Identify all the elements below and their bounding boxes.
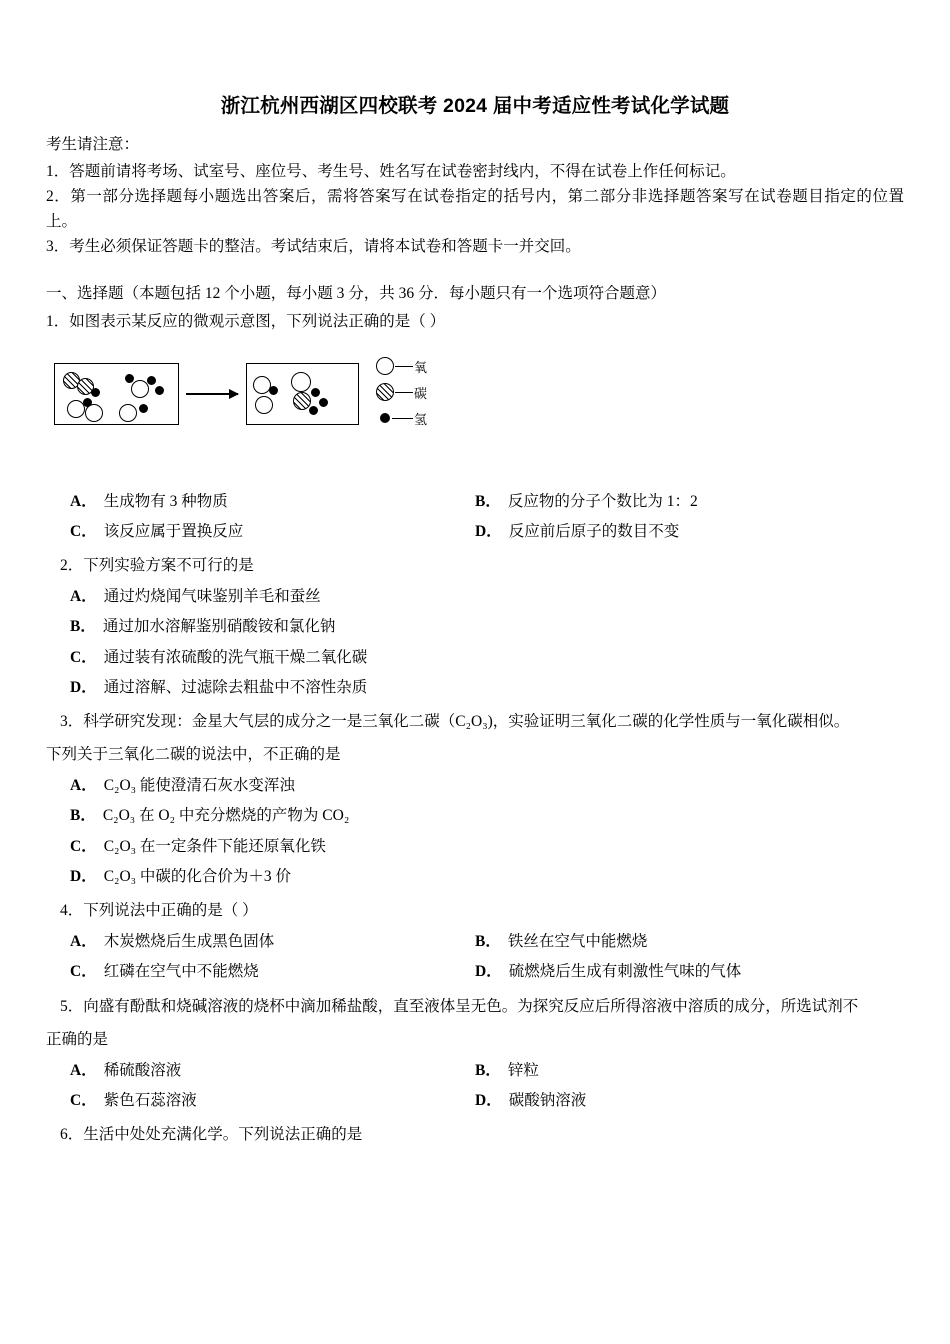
option-b-text: 反应物的分子个数比为 1：2 xyxy=(507,492,698,510)
option-b[interactable] xyxy=(475,487,904,517)
option-c-text: 紫色石蕊溶液 xyxy=(103,1092,197,1110)
option-a[interactable] xyxy=(46,582,904,612)
option-b-label: B． xyxy=(475,1061,501,1079)
figure-atom-hydrogen xyxy=(319,398,328,407)
figure-atom-oxygen xyxy=(119,404,137,422)
legend-label-oxygen: 氧 xyxy=(414,359,428,375)
option-a-label: A． xyxy=(70,492,97,510)
figure-atom-oxygen xyxy=(67,400,85,418)
option-b-label: B． xyxy=(475,933,501,951)
option-c[interactable] xyxy=(46,832,904,862)
option-b-text: 通过加水溶解鉴别硝酸铵和氯化钠 xyxy=(102,618,336,636)
option-d[interactable] xyxy=(475,517,904,547)
section-title-multiple-choice: 一、选择题（本题包括 12 个小题，每小题 3 分，共 36 分．每小题只有一个选项符合题意） xyxy=(46,285,667,303)
option-a[interactable] xyxy=(46,927,475,957)
figure-atom-hydrogen xyxy=(147,376,156,385)
option-d-label: D． xyxy=(475,1092,502,1110)
question-5-stem: 5．向盛有酚酞和烧碱溶液的烧杯中滴加稀盐酸，直至液体呈无色。为探究反应后所得溶液中溶质的成分，所选试剂不 xyxy=(60,997,859,1015)
question-5-options xyxy=(46,1056,904,1116)
option-c-label: C． xyxy=(70,963,97,981)
question-2-stem: 2．下列实验方案不可行的是 xyxy=(60,556,254,574)
option-a-label: A． xyxy=(70,777,97,795)
option-a-text: 生成物有 3 种物质 xyxy=(103,492,228,510)
option-b-label: B． xyxy=(475,492,501,510)
option-c-text: 红磷在空气中不能燃烧 xyxy=(103,963,259,981)
legend-label-carbon: 碳 xyxy=(414,385,428,401)
option-b-label: B． xyxy=(70,618,96,636)
option-a-text: C₂O₃ 能使澄清石灰水变浑浊 xyxy=(103,777,295,795)
option-c[interactable] xyxy=(46,957,475,987)
legend-leader-line xyxy=(395,366,413,367)
option-b[interactable] xyxy=(475,1056,904,1086)
option-a-label: A． xyxy=(70,933,97,951)
option-d-text: 通过溶解、过滤除去粗盐中不溶性杂质 xyxy=(103,678,368,696)
legend-label-hydrogen: 氢 xyxy=(414,411,428,427)
question-2-options xyxy=(46,582,904,703)
option-a-text: 通过灼烧闻气味鉴别羊毛和蚕丝 xyxy=(103,588,321,606)
option-c-text: 该反应属于置换反应 xyxy=(103,522,244,540)
option-d[interactable] xyxy=(475,957,904,987)
figure-atom-oxygen xyxy=(85,404,103,422)
question-1-options xyxy=(46,487,904,547)
question-4-stem: 4．下列说法中正确的是（ ） xyxy=(60,902,258,920)
option-d-text: 硫燃烧后生成有刺激性气味的气体 xyxy=(508,963,742,981)
option-b-text: 锌粒 xyxy=(507,1061,539,1079)
option-d-text: C₂O₃ 中碳的化合价为＋3 价 xyxy=(103,867,292,885)
figure-atom-oxygen xyxy=(131,380,149,398)
notice-item-1: 1．答题前请将考场、试室号、座位号、考生号、姓名写在试卷密封线内，不得在试卷上作任何标记。 xyxy=(46,163,736,180)
figure-legend xyxy=(376,355,496,445)
legend-hydrogen-icon xyxy=(380,413,390,423)
option-b[interactable] xyxy=(475,927,904,957)
option-a-text: 稀硫酸溶液 xyxy=(103,1061,182,1079)
notice-heading: 考生请注意： xyxy=(46,136,140,153)
option-c[interactable] xyxy=(46,517,475,547)
notice-item-2: 2．第一部分选择题每小题选出答案后，需将答案写在试卷指定的括号内，第二部分非选择题答案写在试卷题目指定的位置上。 xyxy=(46,188,904,231)
figure-atom-hydrogen xyxy=(91,388,100,397)
legend-leader-line xyxy=(392,418,413,419)
option-b-label: B． xyxy=(70,807,96,825)
question-3-stem-cont: 下列关于三氧化二碳的说法中，不正确的是 xyxy=(46,746,341,764)
option-d-label: D． xyxy=(70,678,97,696)
option-a-text: 木炭燃烧后生成黑色固体 xyxy=(103,933,275,951)
figure-product-box xyxy=(246,363,359,425)
question-6-stem: 6．生活中处处充满化学。下列说法正确的是 xyxy=(60,1126,363,1144)
figure-atom-hydrogen xyxy=(309,406,318,415)
legend-oxygen-icon xyxy=(376,357,394,375)
option-a-label: A． xyxy=(70,588,97,606)
option-a[interactable] xyxy=(46,771,904,801)
option-c-label: C． xyxy=(70,648,97,666)
question-5-stem-cont: 正确的是 xyxy=(46,1030,109,1048)
option-b-text: 铁丝在空气中能燃烧 xyxy=(507,933,648,951)
figure-reaction-arrow xyxy=(186,393,238,395)
option-b[interactable] xyxy=(46,801,904,831)
question-3-options xyxy=(46,771,904,892)
option-d[interactable] xyxy=(46,862,904,892)
option-c[interactable] xyxy=(46,1086,475,1116)
option-d-text: 反应前后原子的数目不变 xyxy=(508,522,680,540)
figure-atom-carbon xyxy=(293,392,311,410)
option-c-label: C． xyxy=(70,1092,97,1110)
figure-atom-hydrogen xyxy=(311,388,320,397)
question-1-figure xyxy=(46,353,904,481)
option-c-label: C． xyxy=(70,837,97,855)
figure-atom-hydrogen xyxy=(125,374,134,383)
option-b-text: C₂O₃ 在 O₂ 中充分燃烧的产物为 CO₂ xyxy=(102,807,350,825)
notice-item-3: 3．考生必须保证答题卡的整洁。考试结束后，请将本试卷和答题卡一并交回。 xyxy=(46,238,581,256)
figure-atom-hydrogen xyxy=(155,386,164,395)
option-b[interactable] xyxy=(46,612,904,642)
question-4-options xyxy=(46,927,904,987)
option-a-label: A． xyxy=(70,1061,97,1079)
figure-atom-hydrogen xyxy=(269,386,278,395)
option-c-text: C₂O₃ 在一定条件下能还原氧化铁 xyxy=(103,837,326,855)
page-title: 浙江杭州西湖区四校联考 2024 届中考适应性考试化学试题 xyxy=(220,95,730,117)
option-d-label: D． xyxy=(475,522,502,540)
option-a[interactable] xyxy=(46,487,475,517)
option-d-label: D． xyxy=(475,963,502,981)
document-content xyxy=(46,90,904,1151)
option-a[interactable] xyxy=(46,1056,475,1086)
legend-leader-line xyxy=(395,392,413,393)
question-3-stem: 3．科学研究发现：金星大气层的成分之一是三氧化二碳（C₂O₃)，实验证明三氧化二碳的化学性质与一氧化碳相似。 xyxy=(60,712,850,730)
option-c-label: C． xyxy=(70,522,97,540)
legend-carbon-icon xyxy=(376,383,394,401)
figure-reactant-box xyxy=(54,363,179,425)
figure-atom-hydrogen xyxy=(139,404,148,413)
question-1-stem: 1．如图表示某反应的微观示意图，下列说法正确的是（ ） xyxy=(46,313,446,331)
option-d[interactable] xyxy=(475,1086,904,1116)
option-d-label: D． xyxy=(70,867,97,885)
option-d[interactable] xyxy=(46,673,904,703)
option-d-text: 碳酸钠溶液 xyxy=(508,1092,587,1110)
figure-atom-oxygen xyxy=(291,372,311,392)
option-c-text: 通过装有浓硫酸的洗气瓶干燥二氧化碳 xyxy=(103,648,368,666)
figure-atom-oxygen xyxy=(255,396,273,414)
option-c[interactable] xyxy=(46,643,904,673)
